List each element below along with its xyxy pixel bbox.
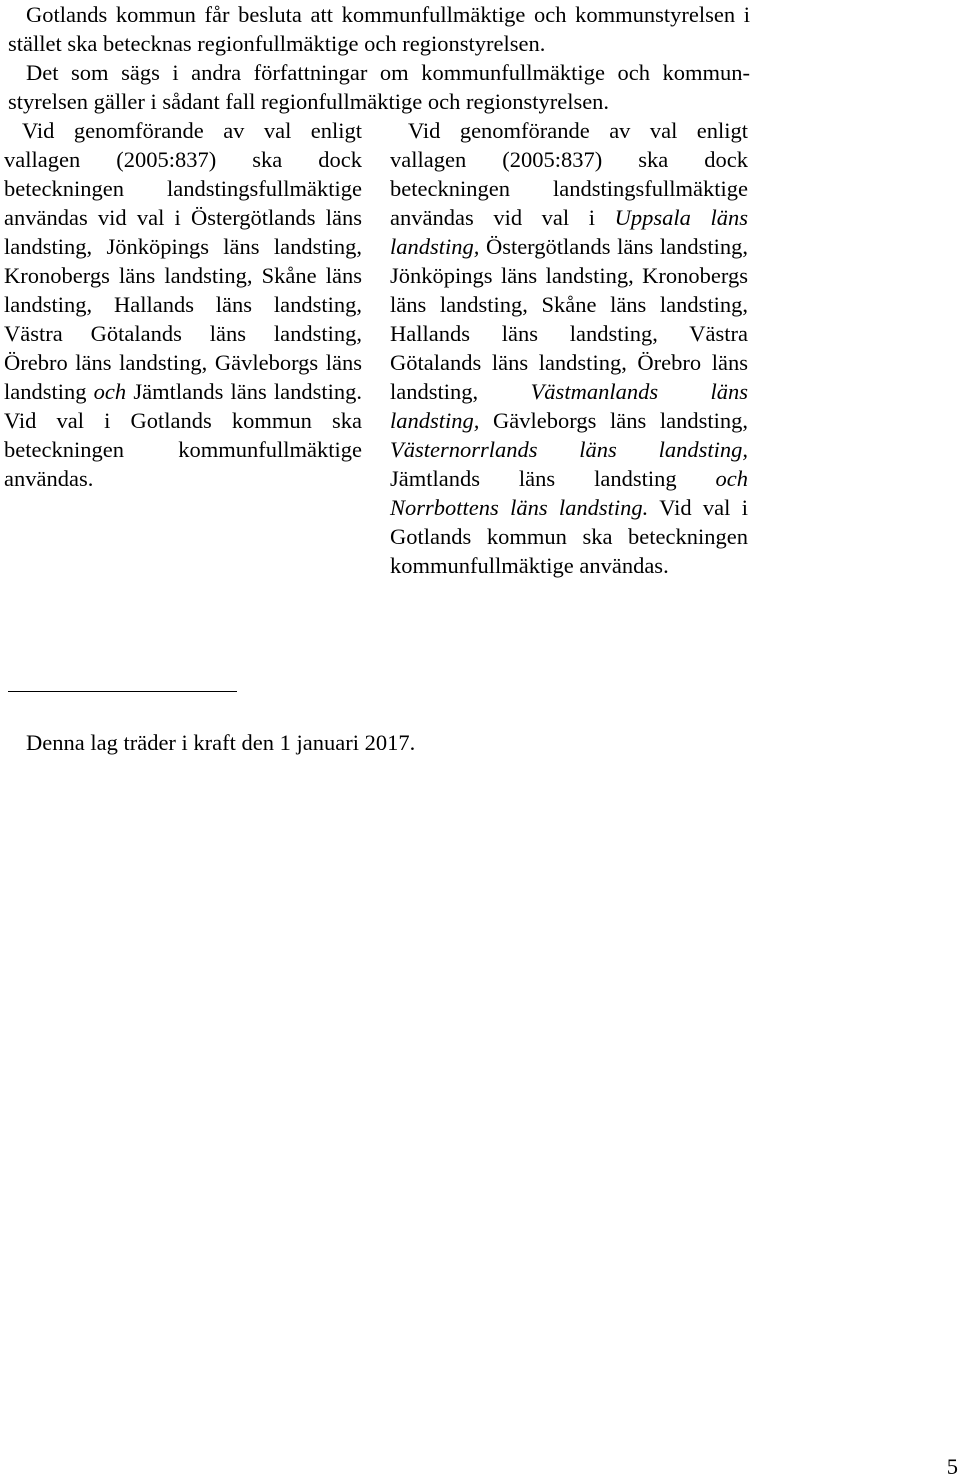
right-segment-italic: Uppsala läns landsting, xyxy=(390,205,748,259)
right-segment-italic: och Norrbottens läns landsting. xyxy=(390,466,748,520)
separator-rule xyxy=(8,691,237,692)
right-column-proposed-text xyxy=(390,116,748,580)
left-segment: Vid genomförande av val enligt vallagen (2005:837) ska dock beteckningen landstingsfullmäktige användas vid val i Östergötlands läns landsting, Jönköpings läns landsting, Kronobergs läns landsting, Skåne läns landsting, Hallands läns landsting, Västra Götalands läns landsting, Örebro läns landsting, Gävleborgs läns landsting xyxy=(4,118,362,404)
left-segment: Jämtlands läns landsting. Vid val i Gotlands kommun ska beteckningen kommunfullmäktige användas. xyxy=(4,379,363,491)
right-segment: Gävleborgs läns landsting, xyxy=(479,408,748,433)
right-segment-italic: Västmanlands läns landsting, xyxy=(390,379,749,433)
left-segment-italic: och xyxy=(93,379,127,404)
page-number: 5 xyxy=(946,1454,958,1479)
right-segment-italic: Västernorrlands läns landsting, xyxy=(390,437,748,462)
right-segment: Jämtlands läns landsting xyxy=(390,466,716,491)
intro-paragraph-2: Det som sägs i andra författningar om kommunfullmäktige och kommunstyrelsen gäller i sådant fall regionfullmäktige och regionstyrelsen. xyxy=(8,60,750,114)
closing-statement: Denna lag träder i kraft den 1 januari 2017. xyxy=(26,730,416,755)
right-segment: Vid val i Gotlands kommun ska beteckningen kommunfullmäktige användas. xyxy=(390,495,748,578)
right-segment: Vid genomförande av val enligt vallagen (2005:837) ska dock beteckningen landstingsfullmäktige användas vid val i xyxy=(390,118,748,230)
right-segment: Östergötlands läns landsting, Jönköpings läns landsting, Kronobergs läns landsting, Skåne läns landsting, Hallands läns landsting, Västra Götalands läns landsting, Örebro läns landsting, xyxy=(390,234,748,404)
left-column-current-text xyxy=(4,116,362,493)
intro-paragraph-1: Gotlands kommun får besluta att kommunfullmäktige och kommunstyrelsen i stället ska betecknas regionfullmäktige och regionstyrelsen. xyxy=(8,2,750,56)
intro-section xyxy=(8,0,750,116)
